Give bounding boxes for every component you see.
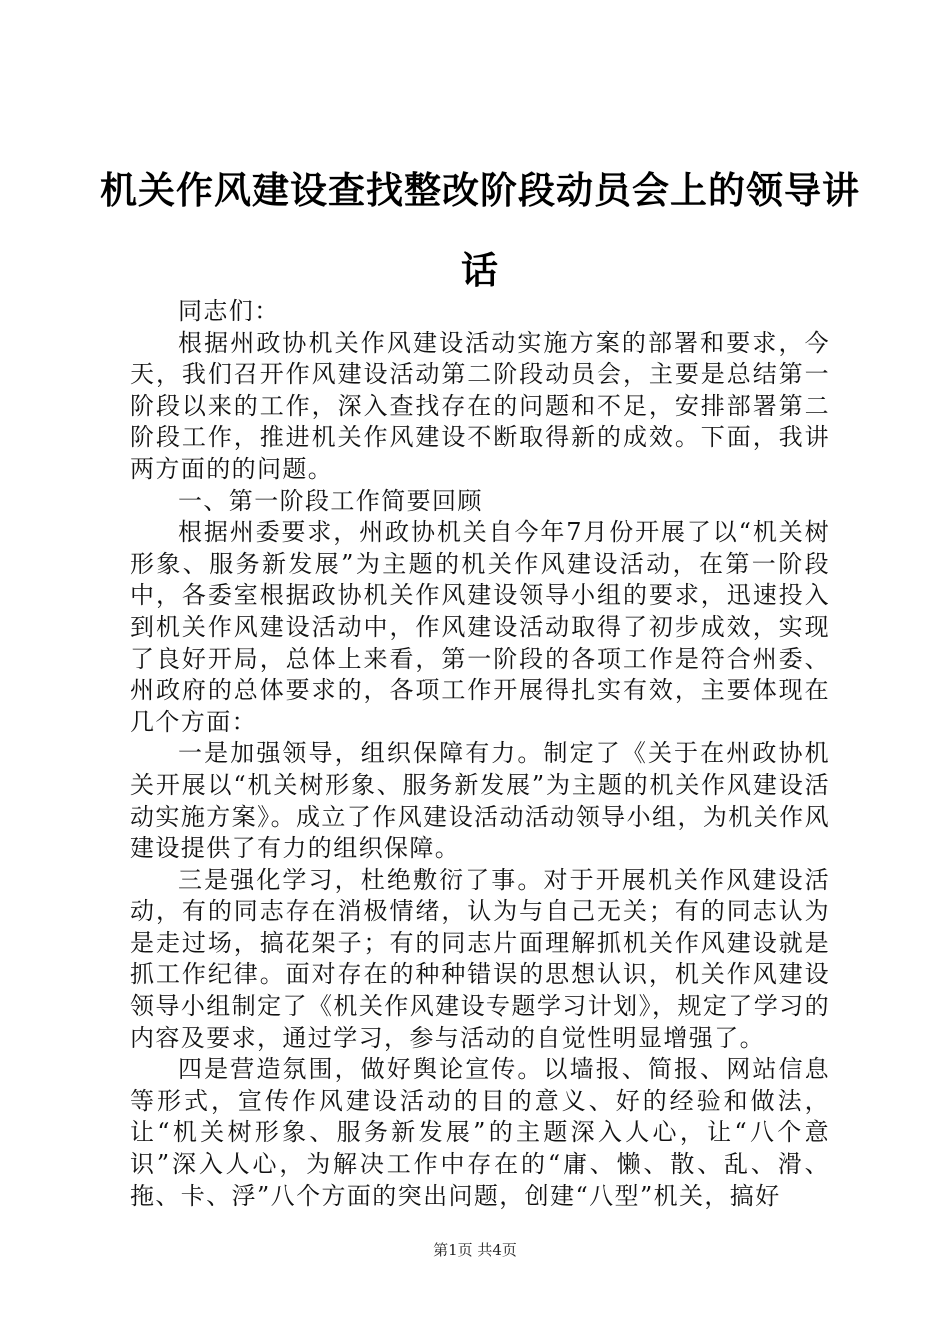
paragraph-point-3: 三是强化学习，杜绝敷衍了事。对于开展机关作风建设活动，有的同志存在消极情绪，认为与自己无关；有的同志认为是走过场，搞花架子；有的同志片面理解抓机关作风建设就是抓工作纪律。面对存在的种种错误的思想认识，机关作风建设领导小组制定了《机关作风建设专题学习计划》，规定了学习的内容及要求，通过学习，参与活动的自觉性明显增强了。 xyxy=(130,865,830,1052)
paragraph-salutation: 同志们： xyxy=(178,297,280,325)
section-heading-1: 一、第一阶段工作简要回顾 xyxy=(178,486,483,515)
document-body xyxy=(130,296,830,1212)
paragraph-point-4: 四是营造氛围，做好舆论宣传。以墙报、简报、网站信息等形式，宣传作风建设活动的目的意义、好的经验和做法，让“机关树形象、服务新发展”的主题深入人心，让“八个意识”深入人心，为解决工作中存在的“庸、懒、散、乱、滑、拖、卡、浮”八个方面的突出问题，创建“八型”机关，搞好 xyxy=(130,1055,830,1210)
paragraph-review: 根据州委要求，州政协机关自今年7月份开展了以“机关树形象、服务新发展”为主题的机关作风建设活动，在第一阶段中，各委室根据政协机关作风建设领导小组的要求，迅速投入到机关作风建设活动中，作风建设活动取得了初步成效，实现了良好开局，总体上来看，第一阶段的各项工作是符合州委、州政府的总体要求的，各项工作开展得扎实有效，主要体现在几个方面： xyxy=(130,518,830,736)
paragraph-point-1: 一是加强领导，组织保障有力。制定了《关于在州政协机关开展以“机关树形象、服务新发展”为主题的机关作风建设活动实施方案》。成立了作风建设活动活动领导小组，为机关作风建设提供了有力的组织保障。 xyxy=(130,739,830,863)
paragraph-intro: 根据州政协机关作风建设活动实施方案的部署和要求，今天，我们召开作风建设活动第二阶段动员会，主要是总结第一阶段以来的工作，深入查找存在的问题和不足，安排部署第二阶段工作，推进机关作风建设不断取得新的成效。下面，我讲两方面的的问题。 xyxy=(130,328,830,483)
document-title: 机关作风建设查找整改阶段动员会上的领导讲话 xyxy=(100,168,860,292)
page-number-footer: 第1页 共4页 xyxy=(433,1241,517,1259)
